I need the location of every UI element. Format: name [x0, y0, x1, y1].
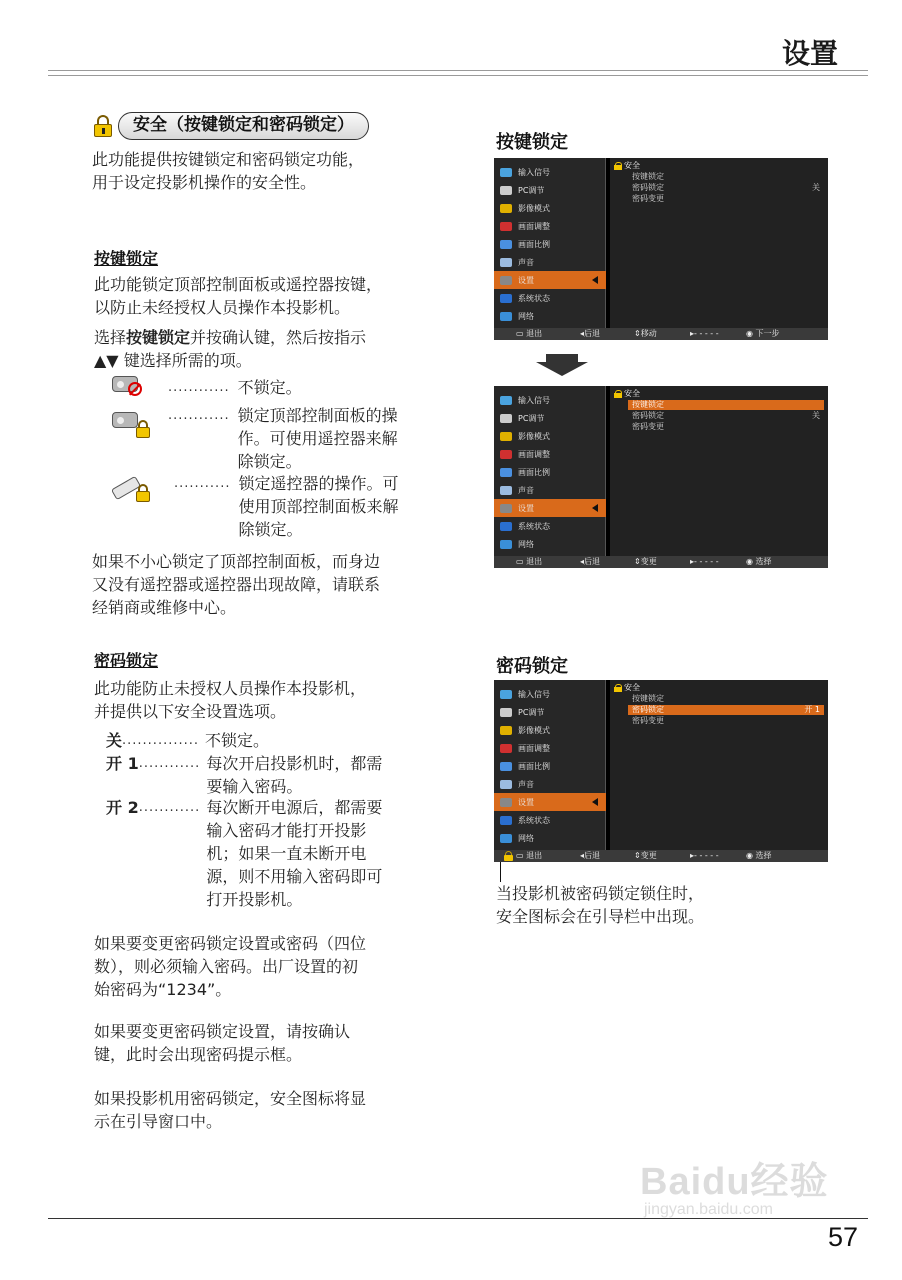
note-line: 示在引导窗口中。: [94, 1112, 223, 1131]
osd-guide-item: [746, 556, 772, 568]
key-option-remote: [174, 472, 398, 541]
password-note-1: [94, 932, 366, 1001]
osd-sidebar-label: PC调节: [518, 413, 545, 423]
osd-caption: [496, 882, 704, 928]
osd-key-icon: ◂: [580, 851, 585, 860]
leader-dots: ............: [168, 408, 230, 423]
footer-divider: [48, 1218, 868, 1219]
osd-sidebar-label: 系统状态: [518, 521, 550, 531]
intro-line: 用于设定投影机操作的安全性。: [92, 173, 317, 192]
osd-panel-title-text: 安全: [624, 683, 640, 692]
section-title-label: 安全（按键锁定和密码锁定）: [118, 112, 369, 140]
leader-dots: ............: [138, 756, 201, 771]
desc-line: 以防止未经授权人员操作本投影机。: [94, 298, 351, 317]
osd-row-label: 密码锁定: [632, 411, 664, 420]
osd-key-icon: ▸: [690, 557, 695, 566]
osd-menu-icon: [500, 708, 512, 717]
osd-menu-row[interactable]: [628, 411, 824, 421]
password-lock-heading: 密码锁定: [94, 651, 159, 670]
osd-key-icon: ⇕: [634, 329, 641, 338]
osd-sidebar-label: 设置: [518, 503, 534, 513]
osd-sidebar-label: 声音: [518, 485, 534, 495]
key-lock-warning: [92, 550, 380, 619]
osd-row-label: 密码锁定: [632, 705, 664, 714]
osd-menu-icon: [500, 780, 512, 789]
osd-row-label: 密码变更: [632, 194, 664, 203]
remote-lock-icon: [112, 478, 148, 498]
password-option-on1: [106, 752, 382, 798]
osd-key-icon: ◂: [580, 329, 585, 338]
osd-row-label: 按键锁定: [632, 400, 664, 409]
lock-icon: [614, 390, 622, 398]
lock-icon: [614, 162, 622, 170]
instr-bold: 按键锁定: [126, 328, 191, 347]
osd-sidebar-label: 网络: [518, 833, 534, 843]
osd-key-icon: ◉: [746, 557, 756, 566]
osd-menu-icon: [500, 276, 512, 285]
osd-guide-label: 选择: [755, 557, 772, 566]
password-lock-description: [94, 677, 366, 723]
key-option-panel: [168, 404, 398, 473]
security-lock-icon: [504, 851, 513, 861]
unlocked-icon: [112, 376, 148, 396]
osd-sidebar-label: 系统状态: [518, 293, 550, 303]
osd-menu-icon: [500, 690, 512, 699]
osd-sidebar-label: 画面比例: [518, 239, 550, 249]
osd-guide-label: - - - - -: [694, 329, 719, 338]
osd-guide-item: [690, 328, 719, 340]
osd-sidebar-item[interactable]: [494, 253, 606, 271]
option-text: 除锁定。: [237, 452, 302, 471]
osd-key-icon: ▭: [516, 557, 527, 566]
osd-menu-icon: [500, 468, 512, 477]
osd-sidebar-label: 网络: [518, 311, 534, 321]
osd-sidebar-item[interactable]: [494, 181, 606, 199]
section-title: [94, 112, 369, 140]
osd-guide-item: [580, 850, 600, 862]
option-text: 不锁定。: [205, 731, 270, 750]
osd-menu-row[interactable]: [628, 705, 824, 715]
page-number: 57: [827, 1222, 858, 1252]
osd-sidebar-item[interactable]: [494, 481, 606, 499]
osd-menu-icon: [500, 312, 512, 321]
osd-guide-label: 变更: [640, 557, 657, 566]
osd-guide-item: [580, 328, 600, 340]
osd-sidebar-label: 输入信号: [518, 395, 550, 405]
osd-guide-item: [516, 850, 542, 862]
osd-panel: [610, 158, 828, 328]
right-password-lock-heading: 密码锁定: [496, 656, 568, 677]
down-arrow-icon: [536, 354, 588, 374]
osd-guide-bar: [494, 556, 828, 568]
osd-guide-label: 变更: [640, 851, 657, 860]
option-text: 每次断开电源后，都需要: [206, 798, 383, 817]
osd-sidebar-item[interactable]: [494, 427, 606, 445]
note-line: 键，此时会出现密码提示框。: [94, 1045, 303, 1064]
watermark: [640, 1150, 860, 1220]
osd-menu-icon: [500, 258, 512, 267]
osd-row-value: 关: [812, 183, 820, 192]
password-option-off: [106, 729, 269, 752]
osd-guide-label: 后退: [584, 557, 601, 566]
osd-panel-title: [614, 682, 640, 693]
osd-sidebar-item[interactable]: [494, 517, 606, 535]
osd-sidebar-item[interactable]: [494, 307, 606, 325]
osd-sidebar-item[interactable]: [494, 829, 606, 847]
note-line: 如果要变更密码锁定设置或密码（四位: [94, 934, 367, 953]
osd-menu-row[interactable]: [628, 422, 824, 432]
osd-menu-icon: [500, 432, 512, 441]
instr-text: 选择: [94, 328, 127, 347]
osd-guide-item: [516, 328, 542, 340]
osd-menu-row[interactable]: [628, 183, 824, 193]
osd-menu-row[interactable]: [628, 172, 824, 182]
osd-guide-item: [634, 850, 657, 862]
osd-guide-label: 退出: [526, 329, 543, 338]
osd-panel: [610, 386, 828, 556]
osd-panel-title-text: 安全: [624, 389, 640, 398]
option-text: 要输入密码。: [206, 777, 303, 796]
watermark-url: jingyan.baidu.com: [644, 1201, 773, 1218]
osd-sidebar-label: 系统状态: [518, 815, 550, 825]
osd-guide-label: 退出: [526, 851, 543, 860]
osd-sidebar-item[interactable]: [494, 199, 606, 217]
osd-menu-icon: [500, 798, 512, 807]
leader-dots: ...............: [122, 733, 200, 748]
osd-sidebar-item[interactable]: [494, 235, 606, 253]
caption-line: 当投影机被密码锁定锁住时，: [496, 884, 705, 903]
lock-icon: [614, 684, 622, 692]
osd-row-value: 开 1: [804, 705, 820, 714]
osd-menu-icon: [500, 834, 512, 843]
osd-menu-password-lock: [494, 680, 828, 862]
osd-sidebar-label: PC调节: [518, 707, 545, 717]
intro-line: 此功能提供按键锁定和密码锁定功能，: [92, 150, 365, 169]
osd-menu-icon: [500, 222, 512, 231]
osd-sidebar-label: 影像模式: [518, 725, 550, 735]
leader-dots: ............: [168, 380, 230, 395]
osd-sidebar-item[interactable]: [494, 409, 606, 427]
key-lock-description: [94, 273, 382, 319]
osd-sidebar-item[interactable]: [494, 775, 606, 793]
osd-row-label: 按键锁定: [632, 694, 664, 703]
osd-guide-item: [580, 556, 600, 568]
osd-sidebar-label: 设置: [518, 797, 534, 807]
osd-menu-icon: [500, 186, 512, 195]
osd-sidebar-label: 画面调整: [518, 743, 550, 753]
desc-line: 并提供以下安全设置选项。: [94, 702, 287, 721]
desc-line: 此功能防止未授权人员操作本投影机，: [94, 679, 367, 698]
osd-sidebar-item[interactable]: [494, 391, 606, 409]
osd-guide-label: 下一步: [755, 329, 780, 338]
osd-sidebar: [494, 386, 606, 556]
osd-row-label: 密码变更: [632, 716, 664, 725]
osd-sidebar-label: PC调节: [518, 185, 545, 195]
osd-sidebar-label: 声音: [518, 257, 534, 267]
osd-panel-title-text: 安全: [624, 161, 640, 170]
osd-menu-icon: [500, 540, 512, 549]
osd-menu-row[interactable]: [628, 400, 824, 410]
note-line: 始密码为“1234”。: [94, 980, 232, 999]
key-option-off: [168, 376, 302, 399]
osd-key-icon: ⇕: [634, 851, 641, 860]
osd-sidebar-item[interactable]: [494, 289, 606, 307]
osd-row-value: 关: [812, 411, 820, 420]
osd-menu-icon: [500, 504, 512, 513]
osd-sidebar-label: 画面比例: [518, 761, 550, 771]
option-text: 作。可使用遥控器来解: [237, 429, 398, 448]
instr-line: ▲▼ 键选择所需的项。: [94, 351, 252, 370]
osd-sidebar-item[interactable]: [494, 217, 606, 235]
osd-guide-label: - - - - -: [694, 557, 719, 566]
warning-line: 如果不小心锁定了顶部控制面板，而身边: [92, 552, 381, 571]
osd-guide-label: 移动: [640, 329, 657, 338]
osd-menu-icon: [500, 450, 512, 459]
osd-row-label: 密码锁定: [632, 183, 664, 192]
osd-guide-item: [746, 850, 772, 862]
osd-sidebar-item[interactable]: [494, 445, 606, 463]
osd-panel: [610, 680, 828, 850]
osd-menu-icon: [500, 414, 512, 423]
osd-key-icon: ◉: [746, 329, 756, 338]
osd-sidebar-item[interactable]: [494, 463, 606, 481]
osd-sidebar-item[interactable]: [494, 793, 606, 811]
option-label: 关: [106, 731, 123, 750]
osd-key-icon: ◉: [746, 851, 756, 860]
osd-sidebar-item[interactable]: [494, 271, 606, 289]
header-divider: [48, 70, 868, 76]
option-text: 除锁定。: [238, 520, 303, 539]
osd-key-icon: ▸: [690, 851, 695, 860]
password-note-3: [94, 1087, 366, 1133]
osd-key-icon: ▸: [690, 329, 695, 338]
osd-guide-bar: [494, 328, 828, 340]
osd-sidebar-label: 影像模式: [518, 203, 550, 213]
warning-line: 又没有遥控器或遥控器出现故障，请联系: [92, 575, 381, 594]
osd-sidebar-label: 影像模式: [518, 431, 550, 441]
osd-guide-item: [634, 328, 657, 340]
osd-panel-title: [614, 160, 640, 171]
watermark-logo: Baidu经验: [640, 1161, 829, 1203]
osd-sidebar-item[interactable]: [494, 535, 606, 553]
lock-icon: [94, 115, 112, 137]
osd-sidebar-item[interactable]: [494, 757, 606, 775]
instr-text: 并按确认键，然后按指示: [190, 328, 367, 347]
desc-line: 此功能锁定顶部控制面板或遥控器按键，: [94, 275, 383, 294]
osd-sidebar-item[interactable]: [494, 163, 606, 181]
leader-dots: ............: [138, 800, 201, 815]
option-text: 不锁定。: [237, 378, 302, 397]
note-line: 如果投影机用密码锁定，安全图标将显: [94, 1089, 367, 1108]
osd-row-label: 按键锁定: [632, 172, 664, 181]
osd-menu-key-lock-1: [494, 158, 828, 340]
osd-menu-icon: [500, 294, 512, 303]
osd-menu-row[interactable]: [628, 194, 824, 204]
caption-line: 安全图标会在引导栏中出现。: [496, 907, 705, 926]
option-text: 机；如果一直未断开电: [206, 844, 367, 863]
osd-guide-bar: [494, 850, 828, 862]
osd-menu-icon: [500, 204, 512, 213]
warning-line: 经销商或维修中心。: [92, 598, 237, 617]
osd-row-label: 密码变更: [632, 422, 664, 431]
osd-guide-label: 后退: [584, 329, 601, 338]
osd-sidebar-item[interactable]: [494, 703, 606, 721]
osd-sidebar-label: 设置: [518, 275, 534, 285]
option-text: 打开投影机。: [206, 890, 303, 909]
right-key-lock-heading: 按键锁定: [496, 132, 568, 153]
key-lock-heading: 按键锁定: [94, 249, 159, 268]
callout-line: [500, 862, 501, 882]
option-label: 开 2: [106, 798, 139, 817]
osd-menu-icon: [500, 522, 512, 531]
osd-sidebar-item[interactable]: [494, 811, 606, 829]
osd-menu-icon: [500, 486, 512, 495]
note-line: 如果要变更密码锁定设置，请按确认: [94, 1022, 351, 1041]
osd-menu-row[interactable]: [628, 694, 824, 704]
page-header-title: 设置: [781, 37, 838, 70]
option-text: 源，则不用输入密码即可: [206, 867, 383, 886]
osd-guide-item: [690, 556, 719, 568]
osd-key-icon: ◂: [580, 557, 585, 566]
password-option-on2: [106, 796, 382, 911]
osd-sidebar-label: 声音: [518, 779, 534, 789]
osd-sidebar-label: 网络: [518, 539, 534, 549]
osd-sidebar-item[interactable]: [494, 721, 606, 739]
osd-menu-icon: [500, 168, 512, 177]
osd-menu-icon: [500, 762, 512, 771]
osd-sidebar-item[interactable]: [494, 739, 606, 757]
option-text: 每次开启投影机时，都需: [206, 754, 383, 773]
osd-menu-row[interactable]: [628, 716, 824, 726]
osd-guide-item: [690, 850, 719, 862]
option-text: 锁定顶部控制面板的操: [237, 406, 398, 425]
osd-key-icon: ▭: [516, 851, 527, 860]
osd-guide-label: 退出: [526, 557, 543, 566]
osd-guide-label: 选择: [755, 851, 772, 860]
option-text: 使用顶部控制面板来解: [238, 497, 399, 516]
osd-sidebar-label: 画面调整: [518, 221, 550, 231]
osd-sidebar-label: 画面比例: [518, 467, 550, 477]
osd-sidebar: [494, 158, 606, 328]
option-text: 输入密码才能打开投影: [206, 821, 367, 840]
osd-sidebar-label: 输入信号: [518, 167, 550, 177]
leader-dots: ...........: [174, 476, 231, 491]
osd-sidebar-label: 输入信号: [518, 689, 550, 699]
osd-panel-title: [614, 388, 640, 399]
osd-guide-item: [516, 556, 542, 568]
password-note-2: [94, 1020, 350, 1066]
intro-text: [92, 148, 364, 194]
osd-sidebar-item[interactable]: [494, 499, 606, 517]
osd-guide-label: 后退: [584, 851, 601, 860]
note-line: 数），则必须输入密码。出厂设置的初: [94, 957, 359, 976]
osd-menu-icon: [500, 726, 512, 735]
osd-sidebar-item[interactable]: [494, 685, 606, 703]
osd-menu-icon: [500, 816, 512, 825]
osd-menu-icon: [500, 240, 512, 249]
osd-menu-icon: [500, 744, 512, 753]
osd-sidebar: [494, 680, 606, 850]
osd-key-icon: ⇕: [634, 557, 641, 566]
osd-menu-icon: [500, 396, 512, 405]
osd-menu-key-lock-2: [494, 386, 828, 568]
osd-sidebar-label: 画面调整: [518, 449, 550, 459]
option-label: 开 1: [106, 754, 139, 773]
osd-guide-label: - - - - -: [694, 851, 719, 860]
option-text: 锁定遥控器的操作。可: [238, 474, 399, 493]
key-lock-instructions: [94, 326, 366, 372]
osd-guide-item: [634, 556, 657, 568]
osd-key-icon: ▭: [516, 329, 527, 338]
osd-guide-item: [746, 328, 780, 340]
panel-lock-icon: [112, 412, 148, 432]
